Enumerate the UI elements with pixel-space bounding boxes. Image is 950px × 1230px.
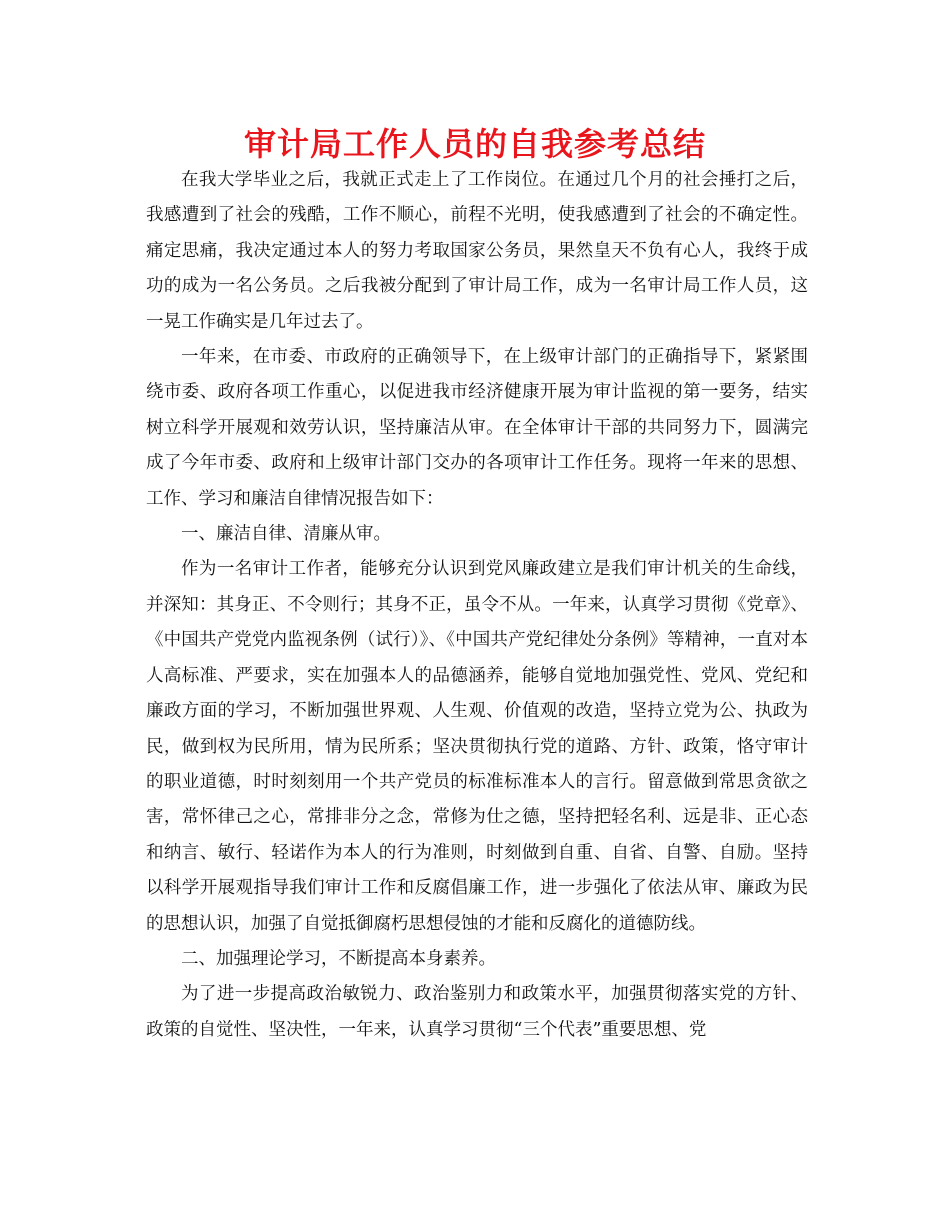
paragraph-intro: 在我大学毕业之后，我就正式走上了工作岗位。在通过几个月的社会捶打之后，我感遭到了社会的残酷，工作不顺心，前程不光明，使我感遭到了社会的不确定性。痛定思痛，我决定通过本人的努力考取国家公务员，果然皇天不负有心人，我终于成功的成为一名公务员。之后我被分配到了审计局工作，成为一名审计局工作人员，这一晃工作确实是几年过去了。 <box>146 170 808 332</box>
paragraph-overview: 一年来，在市委、市政府的正确领导下，在上级审计部门的正确指导下，紧紧围绕市委、政府各项工作重心，以促进我市经济健康开展为审计监视的第一要务，结实树立科学开展观和效劳认识，坚持廉洁从审。在全体审计干部的共同努力下，圆满完成了今年市委、政府和上级审计部门交办的各项审计工作任务。现将一年来的思想、工作、学习和廉洁自律情况报告如下： <box>146 347 808 509</box>
paragraph-section-2: 为了进一步提高政治敏锐力、政治鉴别力和政策水平，加强贯彻落实党的方针、政策的自觉性、坚决性，一年来，认真学习贯彻“三个代表”重要思想、党 <box>146 984 808 1040</box>
section-heading-2: 二、加强理论学习，不断提高本身素养。 <box>181 948 496 969</box>
document-body <box>146 163 808 1048</box>
section-heading-1: 一、廉洁自律、清廉从审。 <box>181 524 391 545</box>
paragraph-section-1: 作为一名审计工作者，能够充分认识到党风廉政建立是我们审计机关的生命线，并深知：其身正、不令则行；其身不正，虽令不从。一年来，认真学习贯彻《党章》、《中国共产党党内监视条例（试行）》、《中国共产党纪律处分条例》等精神，一直对本人高标准、严要求，实在加强本人的品德涵养，能够自觉地加强党性、党风、党纪和廉政方面的学习，不断加强世界观、人生观、价值观的改造，坚持立党为公、执政为民，做到权为民所用，情为民所系；坚决贯彻执行党的道路、方针、政策，恪守审计的职业道德，时时刻刻用一个共产党员的标准标准本人的言行。留意做到常思贪欲之害，常怀律己之心，常排非分之念，常修为仕之德，坚持把轻名利、远是非、正心态和纳言、敏行、轻诺作为本人的行为准则，时刻做到自重、自省、自警、自励。坚持以科学开展观指导我们审计工作和反腐倡廉工作，进一步强化了依法从审、廉政为民的思想认识，加强了自觉抵御腐朽思想侵蚀的才能和反腐化的道德防线。 <box>146 559 808 934</box>
document-title: 审计局工作人员的自我参考总结 <box>243 125 706 163</box>
